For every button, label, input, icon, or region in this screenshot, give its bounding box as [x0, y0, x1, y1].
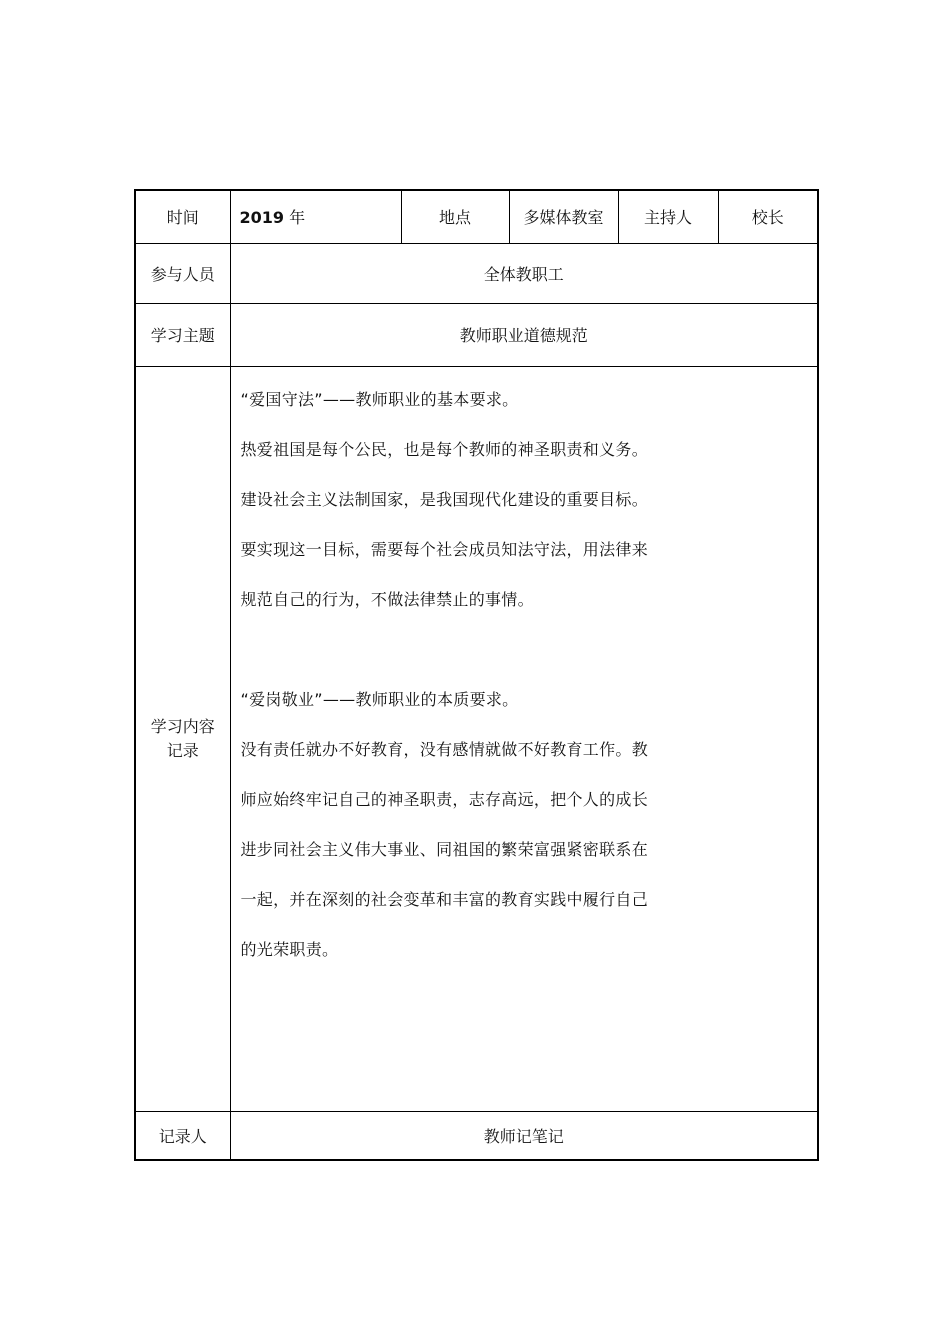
topic-row — [135, 303, 818, 366]
place-value: 多媒体教室 — [509, 190, 618, 243]
time-label: 时间 — [135, 190, 230, 243]
topic-value: 教师职业道德规范 — [230, 303, 818, 366]
section2-line: 师应始终牢记自己的神圣职责，志存高远，把个人的成长 — [240, 789, 649, 809]
paragraph-gap — [241, 625, 810, 675]
content-label-line1: 学习内容 — [150, 716, 215, 736]
time-value-suffix: 年 — [289, 208, 306, 228]
content-row — [135, 366, 818, 1111]
topic-label: 学习主题 — [135, 303, 230, 366]
participants-row — [135, 243, 818, 303]
section1-title: “爱国守法”——教师职业的基本要求。 — [240, 389, 519, 409]
section2-line: 没有责任就办不好教育，没有感情就做不好教育工作。教 — [240, 739, 649, 759]
header-row — [135, 190, 818, 243]
participants-value: 全体教职工 — [230, 243, 818, 303]
section1-line: 规范自己的行为，不做法律禁止的事情。 — [240, 589, 534, 609]
time-value-year: 2019 — [239, 208, 285, 228]
recorder-label: 记录人 — [135, 1111, 230, 1160]
section1-line: 要实现这一目标，需要每个社会成员知法守法，用法律来 — [240, 539, 649, 559]
recorder-row — [135, 1111, 818, 1160]
participants-label: 参与人员 — [135, 243, 230, 303]
content-label-line2: 记录 — [166, 740, 199, 760]
time-value — [230, 190, 401, 243]
section2-title: “爱岗敬业”——教师职业的本质要求。 — [240, 689, 519, 709]
section2-line: 一起，并在深刻的社会变革和丰富的教育实践中履行自己 — [240, 889, 649, 909]
section2-line: 进步同社会主义伟大事业、同祖国的繁荣富强紧密联系在 — [240, 839, 649, 859]
host-value: 校长 — [718, 190, 818, 243]
content-label — [135, 366, 230, 1111]
section1-line: 热爱祖国是每个公民，也是每个教师的神圣职责和义务。 — [240, 439, 649, 459]
content-body — [230, 366, 818, 1111]
recorder-value: 教师记笔记 — [230, 1111, 818, 1160]
section1-line: 建设社会主义法制国家，是我国现代化建设的重要目标。 — [240, 489, 649, 509]
host-label: 主持人 — [618, 190, 718, 243]
place-label: 地点 — [401, 190, 509, 243]
section2-line: 的光荣职责。 — [240, 939, 339, 959]
study-record-table — [134, 189, 819, 1161]
